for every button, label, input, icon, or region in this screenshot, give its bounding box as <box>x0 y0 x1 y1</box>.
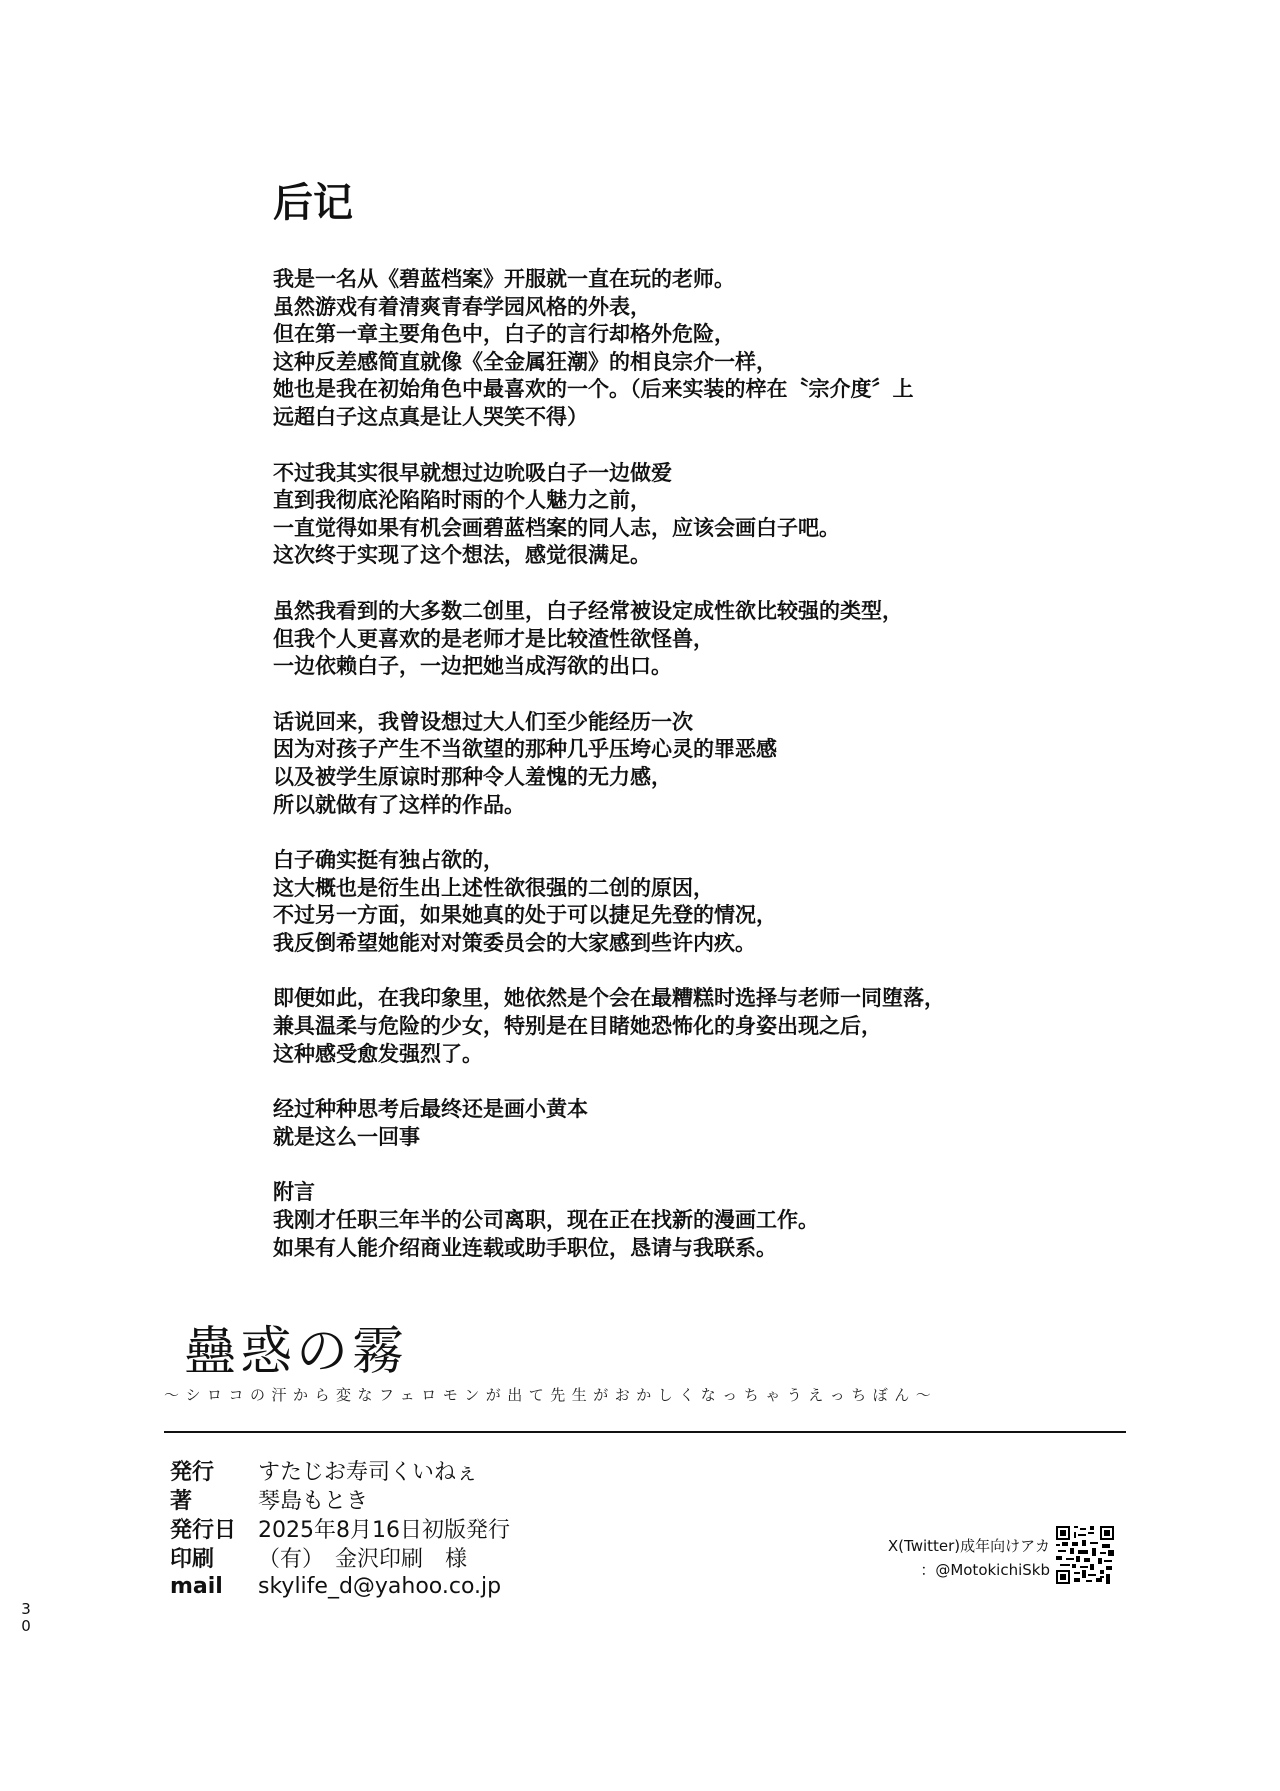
colophon-value: skylife_d@yahoo.co.jp <box>258 1574 502 1599</box>
colophon-key: 著 <box>170 1489 193 1514</box>
text-line: 我反倒希望她能对对策委员会的大家感到些许内疚。 <box>273 930 756 955</box>
text-line: 这次终于实现了这个想法，感觉很满足。 <box>273 543 651 568</box>
contact-label: X(Twitter)成年向けアカ <box>887 1537 1050 1555</box>
book-subtitle: ～シロコの汗から変なフェロモンが出て先生がおかしくなっちゃうえっちぼん～ <box>164 1386 938 1404</box>
contact-handle: ：@MotokichiSkb <box>920 1561 1050 1579</box>
afterword-paragraph <box>273 709 1073 819</box>
text-line: 白子确实挺有独占欲的， <box>273 848 504 873</box>
colophon-value: すたじお寿司くいねぇ <box>258 1460 479 1485</box>
text-line: 即便如此，在我印象里，她依然是个会在最糟糕时选择与老师一同堕落， <box>273 986 945 1011</box>
text-line: 话说回来，我曾设想过大人们至少能经历一次 <box>273 709 693 734</box>
text-line: 虽然我看到的大多数二创里，白子经常被设定成性欲比较强的类型， <box>273 598 903 623</box>
colophon-row-printer <box>170 1543 510 1572</box>
text-line: 我刚才任职三年半的公司离职，现在正在找新的漫画工作。 <box>273 1208 819 1233</box>
page-number <box>18 1601 34 1635</box>
afterword-heading: 后记 <box>273 180 353 226</box>
colophon-key: 発行 <box>170 1460 215 1485</box>
text-line: 经过种种思考后最终还是画小黄本 <box>273 1097 588 1122</box>
text-line: 这种感受愈发强烈了。 <box>273 1041 483 1066</box>
text-line: 因为对孩子产生不当欲望的那种几乎压垮心灵的罪恶感 <box>273 737 777 762</box>
colophon-key: mail <box>170 1574 223 1599</box>
text-line: 这大概也是衍生出上述性欲很强的二创的原因， <box>273 875 714 900</box>
afterword-body <box>273 266 1073 1290</box>
afterword-paragraph <box>273 1179 1073 1262</box>
colophon-value: （有） 金沢印刷 様 <box>258 1547 468 1572</box>
page-number-digit: 0 <box>21 1617 31 1635</box>
book-title: 蠱惑の霧 <box>184 1322 409 1382</box>
text-line: 直到我彻底沦陷陷时雨的个人魅力之前， <box>273 488 651 513</box>
text-line: 但在第一章主要角色中，白子的言行却格外危险， <box>273 322 735 347</box>
divider <box>164 1431 1126 1433</box>
colophon-row-date <box>170 1514 510 1543</box>
colophon-row-publisher <box>170 1456 510 1485</box>
text-line: 就是这么一回事 <box>273 1124 420 1149</box>
afterword-paragraph <box>273 460 1073 570</box>
colophon <box>170 1456 510 1601</box>
text-line: 远超白子这点真是让人哭笑不得） <box>273 404 588 429</box>
page-number-digit: 3 <box>21 1600 31 1618</box>
colophon-row-author <box>170 1485 510 1514</box>
contact-info <box>850 1534 1050 1582</box>
colophon-value: 琴島もとき <box>258 1489 369 1514</box>
text-line: 兼具温柔与危险的少女，特别是在目睹她恐怖化的身姿出现之后， <box>273 1014 882 1039</box>
afterword-paragraph <box>273 1096 1073 1151</box>
text-line: 这种反差感简直就像《全金属狂潮》的相良宗介一样， <box>273 349 777 374</box>
text-line: 如果有人能介绍商业连载或助手职位，恳请与我联系。 <box>273 1235 777 1260</box>
afterword-paragraph <box>273 266 1073 432</box>
text-line: 但我个人更喜欢的是老师才是比较渣性欲怪兽， <box>273 626 714 651</box>
text-line: 附言 <box>273 1180 315 1205</box>
qr-code-icon <box>1056 1526 1114 1584</box>
text-line: 一直觉得如果有机会画碧蓝档案的同人志，应该会画白子吧。 <box>273 515 840 540</box>
afterword-paragraph <box>273 598 1073 681</box>
text-line: 所以就做有了这样的作品。 <box>273 792 525 817</box>
colophon-key: 発行日 <box>170 1518 237 1543</box>
text-line: 以及被学生原谅时那种令人羞愧的无力感， <box>273 764 672 789</box>
colophon-row-mail <box>170 1572 510 1601</box>
colophon-key: 印刷 <box>170 1547 215 1572</box>
text-line: 她也是我在初始角色中最喜欢的一个。（后来实装的梓在〝宗介度〞上 <box>273 377 914 402</box>
text-line: 不过我其实很早就想过边吮吸白子一边做爱 <box>273 460 672 485</box>
text-line: 我是一名从《碧蓝档案》开服就一直在玩的老师。 <box>273 267 735 291</box>
colophon-value: 2025年8月16日初版発行 <box>258 1518 510 1543</box>
afterword-paragraph <box>273 985 1073 1068</box>
text-line: 虽然游戏有着清爽青春学园风格的外表， <box>273 294 651 319</box>
afterword-paragraph <box>273 847 1073 957</box>
text-line: 一边依赖白子，一边把她当成泻欲的出口。 <box>273 654 672 679</box>
text-line: 不过另一方面，如果她真的处于可以捷足先登的情况， <box>273 903 777 928</box>
